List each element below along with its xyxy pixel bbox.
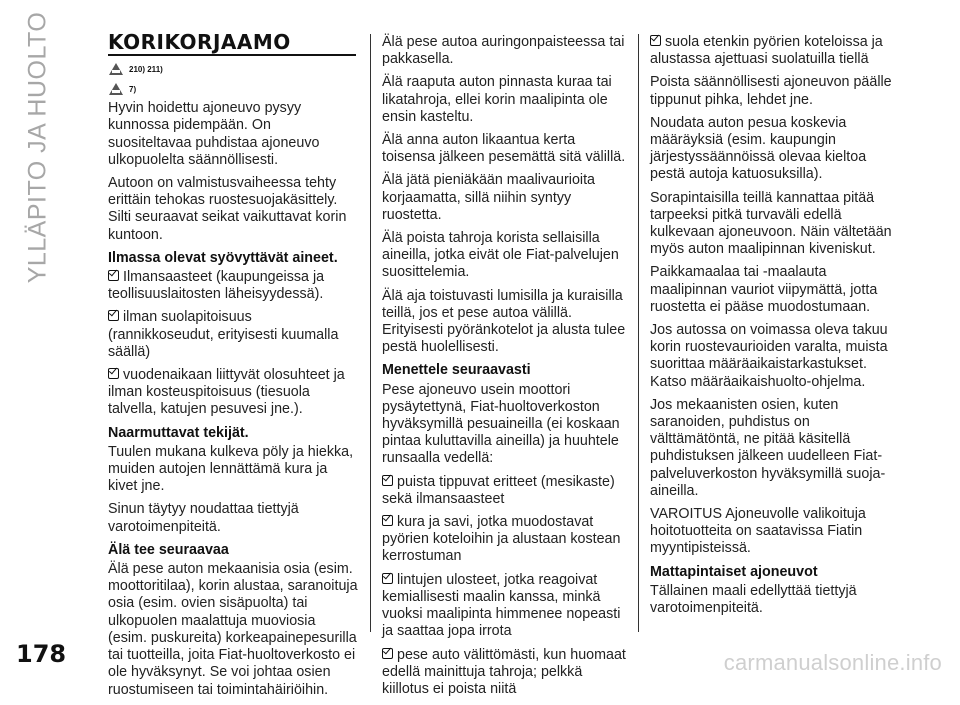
warning-reference-row <box>108 62 358 76</box>
bullet-text: ilman suolapitoisuus (rannikkoseudut, erityisesti kuumalla säällä) <box>108 309 339 360</box>
bullet-text: puista tippuvat eritteet (mesikaste) sekä ilmansaasteet <box>382 473 615 507</box>
checkbox-bullet-icon <box>108 270 119 281</box>
paragraph: Tällainen maali edellyttää tiettyjä varotoimenpiteitä. <box>650 582 857 617</box>
bullet-item <box>108 367 358 419</box>
bullet-item <box>382 572 630 641</box>
chapter-side-label <box>8 11 68 283</box>
column-divider <box>370 34 371 632</box>
paragraph: Jos autossa on voimassa oleva takuu korin ruostevaurioiden varalta, muista suorittaa määräaikaistarkastukset. Katso määräaikaishuolto-ohjelma. <box>650 322 888 390</box>
warning-reference: 210) 211) <box>129 64 163 74</box>
car-warning-icon <box>108 82 124 96</box>
warning-reference: 7) <box>129 84 137 94</box>
checkbox-bullet-icon <box>382 648 393 659</box>
bullet-text: kura ja savi, jotka muodostavat pyörien koteloihin ja alustaan kostean kerrostuman <box>382 514 621 565</box>
column-2 <box>382 34 630 704</box>
checkbox-bullet-icon <box>382 573 393 584</box>
subheading: Naarmuttavat tekijät. <box>108 424 249 441</box>
paragraph: Älä aja toistuvasti lumisilla ja kuraisilla teillä, jos et pese autoa välillä. Erityisesti pyöränkotelot ja alusta tulee pestä huolellisesti. <box>382 287 626 356</box>
paragraph: Älä pese autoa auringonpaisteessa tai pakkasella. <box>382 34 625 68</box>
paragraph: VAROITUS Ajoneuvolle valikoituja hoitotuotteita on saatavissa Fiatin myyntipisteissä. <box>650 506 866 557</box>
paragraph: Paikkamaalaa tai -maalauta maalipinnan vauriot viipymättä, jotta ruostetta ei pääse muodostumaan. <box>650 264 878 315</box>
paragraph: Noudata auton pesua koskevia määräyksiä (esim. kaupungin järjestyssäännöissä olevaa kieltoa pestä autoja katuosuksilla). <box>650 114 867 183</box>
paragraph: Poista säännöllisesti ajoneuvon päälle tippunut pihka, lehdet jne. <box>650 74 892 108</box>
section-title: KORIKORJAAMO <box>108 34 356 56</box>
checkbox-bullet-icon <box>382 515 393 526</box>
checkbox-bullet-icon <box>108 310 119 321</box>
bullet-item <box>382 514 630 566</box>
checkbox-bullet-icon <box>650 35 661 46</box>
page-number: 178 <box>16 640 67 668</box>
chapter-side-label-text: YLLÄPITO JA HUOLTO <box>23 11 52 283</box>
subheading: Menettele seuraavasti <box>382 362 531 379</box>
column-divider <box>638 34 639 632</box>
bullet-item <box>650 34 900 68</box>
column-1 <box>108 30 358 705</box>
bullet-text: suola etenkin pyörien koteloissa ja alustassa ajettuasi suolatuilla tiellä <box>650 34 883 68</box>
paragraph: Tuulen mukana kulkeva pöly ja hiekka, muiden autojen lennättämä kura ja kivet jne. <box>108 443 354 495</box>
paragraph: Sinun täytyy noudattaa tiettyjä varotoimenpiteitä. <box>108 501 299 535</box>
subheading: Mattapintaiset ajoneuvot <box>650 563 818 580</box>
paragraph: Autoon on valmistusvaiheessa tehty erittäin tehokas ruostesuojakäsittely. Silti seuraavat seikat vaikuttavat korin kuntoon. <box>108 175 347 243</box>
paragraph: Älä pese auton mekaanisia osia (esim. moottoritilaa), korin alustaa, saranoituja osia (esim. ovien sisäpuolta) tai ulkopuolen maalattuja muoviosia (esim. puskureita) korkeapainepesurilla tai tuotteilla, joita Fiat-huoltoverkosto ei ole hyväksynyt. Se voi johtaa osien ruostumiseen tai toimintahäiriöihin. <box>108 561 358 698</box>
bullet-item <box>108 309 358 361</box>
column-3 <box>650 34 900 623</box>
paragraph: Sorapintaisilla teillä kannattaa pitää tarpeeksi pitkä turvaväli edellä kulkevaan ajoneuvoon. Näin vältetään myös auton maalipinnan kiveniskut. <box>650 189 892 258</box>
paragraph: Pese ajoneuvo usein moottori pysäytettynä, Fiat-huoltoverkoston hyväksymillä pesuaineilla (ei koskaan pintaa kuluttavilla aineilla) ja huuhtele runsaalla vedellä: <box>382 381 620 467</box>
bullet-text: lintujen ulosteet, jotka reagoivat kemiallisesti maalin kanssa, minkä vuoksi maalipinta himmenee nopeasti ja saattaa jopa irrota <box>382 571 621 640</box>
bullet-item <box>108 269 358 303</box>
car-warning-icon <box>108 62 124 76</box>
bullet-text: pese auto välittömästi, kun huomaat edellä mainittuja tahroja; pelkkä kiillotus ei poista niitä <box>382 646 626 697</box>
section-heading-block <box>108 30 358 96</box>
bullet-item <box>382 474 630 508</box>
paragraph: Hyvin hoidettu ajoneuvo pysyy kunnossa pidempään. On suositeltavaa puhdistaa ajoneuvo ulkopuolelta säännöllisesti. <box>108 100 320 168</box>
paragraph: Älä raaputa auton pinnasta kuraa tai likatahroja, ellei korin maalipinta ole ensin kasteltu. <box>382 74 612 125</box>
paragraph: Älä poista tahroja korista sellaisilla aineilla, jotka eivät ole Fiat-palvelujen suosittelemia. <box>382 230 619 281</box>
bullet-text: vuodenaikaan liittyvät olosuhteet ja ilman kosteuspitoisuus (tiesuola talvella, katujen pesuvesi jne.). <box>108 367 345 418</box>
checkbox-bullet-icon <box>108 368 119 379</box>
bullet-text: Ilmansaasteet (kaupungeissa ja teollisuuslaitosten läheisyydessä). <box>108 269 325 303</box>
checkbox-bullet-icon <box>382 475 393 486</box>
paragraph: Älä jätä pieniäkään maalivaurioita korjaamatta, sillä niihin syntyy ruostetta. <box>382 172 595 223</box>
subheading: Älä tee seuraavaa <box>108 541 229 558</box>
warning-reference-row <box>108 82 358 96</box>
paragraph: Älä anna auton likaantua kerta toisensa jälkeen pesemättä sitä välillä. <box>382 132 626 166</box>
paragraph: Jos mekaanisten osien, kuten saranoiden, puhdistus on välttämätöntä, ne pitää käsitellä puhdistuksen jälkeen uudelleen Fiat-palveluverkoston hyväksymillä suoja-aineilla. <box>650 396 886 499</box>
bullet-item <box>382 647 630 699</box>
subheading: Ilmassa olevat syövyttävät aineet. <box>108 249 338 266</box>
watermark: carmanualsonline.info <box>723 650 942 675</box>
